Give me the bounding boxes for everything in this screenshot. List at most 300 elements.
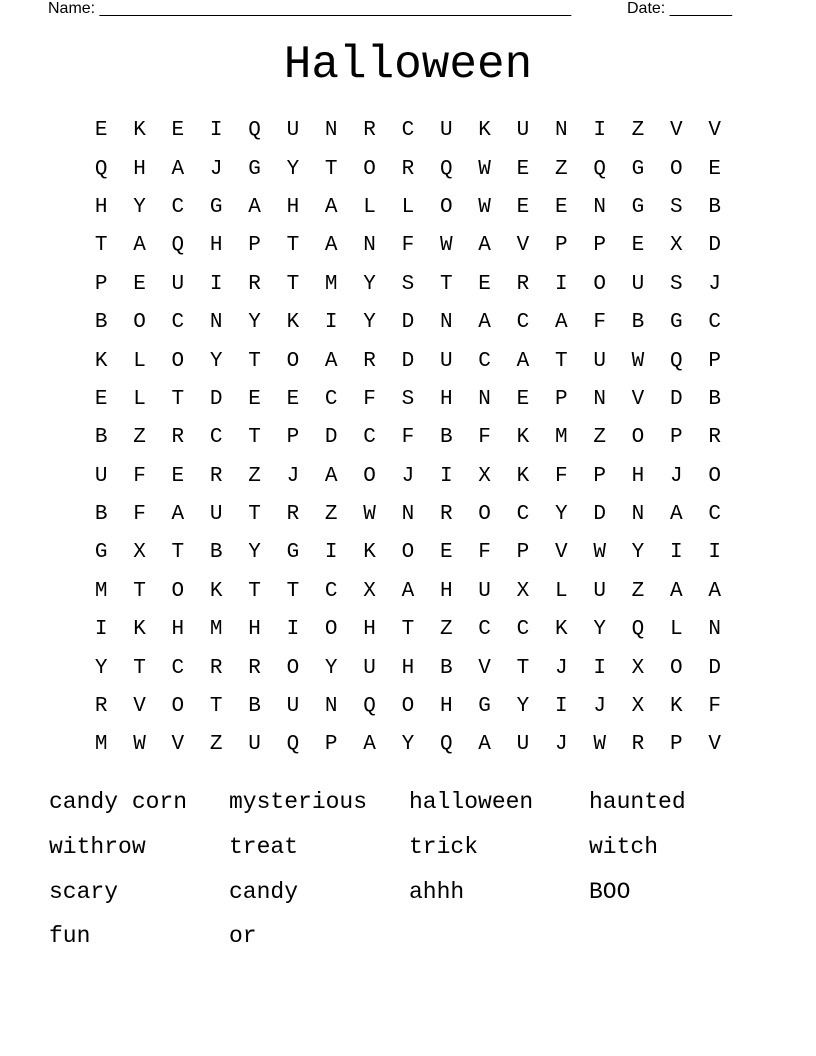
- grid-letter[interactable]: O: [286, 349, 300, 373]
- grid-letter[interactable]: H: [171, 618, 185, 642]
- grid-letter[interactable]: A: [554, 311, 568, 335]
- grid-letter[interactable]: O: [133, 311, 146, 335]
- grid-letter[interactable]: R: [94, 695, 108, 719]
- grid-letter[interactable]: E: [286, 387, 300, 411]
- grid-letter[interactable]: G: [94, 541, 108, 565]
- grid-letter[interactable]: U: [631, 272, 645, 296]
- grid-letter[interactable]: H: [631, 464, 645, 488]
- grid-letter[interactable]: A: [324, 349, 338, 373]
- grid-letter[interactable]: W: [439, 234, 453, 258]
- grid-letter[interactable]: B: [439, 656, 453, 680]
- grid-letter[interactable]: O: [478, 503, 491, 527]
- grid-row: [82, 726, 734, 764]
- grid-letter[interactable]: O: [593, 272, 606, 296]
- grid-letter[interactable]: L: [554, 579, 568, 603]
- grid-letter[interactable]: O: [286, 656, 300, 680]
- grid-letter[interactable]: F: [593, 311, 606, 335]
- grid-letter[interactable]: I: [286, 618, 300, 642]
- grid-letter[interactable]: C: [708, 311, 721, 335]
- grid-letter[interactable]: U: [516, 119, 530, 143]
- grid-letter[interactable]: K: [478, 119, 491, 143]
- grid-letter[interactable]: Z: [631, 579, 645, 603]
- grid-letter[interactable]: R: [363, 349, 376, 373]
- grid-letter[interactable]: T: [209, 695, 223, 719]
- grid-letter[interactable]: F: [478, 541, 491, 565]
- grid-letter[interactable]: Y: [286, 157, 300, 181]
- grid-letter[interactable]: R: [171, 426, 185, 450]
- grid-letter[interactable]: T: [401, 618, 415, 642]
- grid-letter[interactable]: D: [324, 426, 338, 450]
- grid-letter[interactable]: E: [133, 272, 146, 296]
- grid-letter[interactable]: I: [209, 119, 223, 143]
- grid-letter[interactable]: H: [286, 195, 300, 219]
- grid-letter[interactable]: U: [248, 733, 261, 757]
- grid-letter[interactable]: D: [708, 234, 721, 258]
- grid-letter[interactable]: N: [401, 503, 415, 527]
- grid-letter[interactable]: Q: [631, 618, 645, 642]
- grid-letter[interactable]: U: [478, 579, 491, 603]
- grid-row: [82, 189, 734, 227]
- grid-letter[interactable]: X: [363, 579, 376, 603]
- grid-letter[interactable]: P: [554, 387, 568, 411]
- grid-letter[interactable]: A: [248, 195, 261, 219]
- grid-letter[interactable]: K: [94, 349, 108, 373]
- grid-letter[interactable]: Q: [286, 733, 300, 757]
- grid-letter[interactable]: L: [670, 618, 683, 642]
- grid-letter[interactable]: J: [209, 157, 223, 181]
- grid-letter[interactable]: B: [94, 426, 108, 450]
- grid-letter[interactable]: R: [209, 464, 223, 488]
- grid-letter[interactable]: A: [670, 579, 683, 603]
- grid-letter[interactable]: B: [209, 541, 223, 565]
- grid-letter[interactable]: Y: [516, 695, 530, 719]
- grid-letter[interactable]: Q: [248, 119, 261, 143]
- grid-letter[interactable]: G: [670, 311, 683, 335]
- grid-letter[interactable]: L: [133, 387, 146, 411]
- grid-letter[interactable]: Q: [363, 695, 376, 719]
- grid-letter[interactable]: R: [708, 426, 721, 450]
- grid-letter[interactable]: I: [670, 541, 683, 565]
- grid-letter[interactable]: E: [516, 387, 530, 411]
- grid-letter[interactable]: A: [133, 234, 146, 258]
- grid-letter[interactable]: C: [516, 503, 530, 527]
- grid-letter[interactable]: E: [94, 387, 108, 411]
- grid-letter[interactable]: T: [286, 234, 300, 258]
- date-line[interactable]: Date: _______: [627, 0, 732, 17]
- grid-letter[interactable]: C: [209, 426, 223, 450]
- grid-letter[interactable]: V: [478, 656, 491, 680]
- grid-letter[interactable]: L: [133, 349, 146, 373]
- grid-letter[interactable]: P: [248, 234, 261, 258]
- grid-letter[interactable]: K: [133, 119, 146, 143]
- grid-letter[interactable]: Y: [133, 195, 146, 219]
- grid-letter[interactable]: R: [248, 272, 261, 296]
- grid-letter[interactable]: O: [363, 464, 376, 488]
- grid-letter[interactable]: Z: [593, 426, 606, 450]
- grid-letter[interactable]: S: [670, 195, 683, 219]
- grid-letter[interactable]: O: [708, 464, 721, 488]
- grid-letter[interactable]: J: [401, 464, 415, 488]
- grid-letter[interactable]: D: [401, 349, 415, 373]
- grid-letter[interactable]: R: [401, 157, 415, 181]
- grid-letter[interactable]: E: [516, 195, 530, 219]
- grid-letter[interactable]: T: [439, 272, 453, 296]
- grid-letter[interactable]: W: [133, 733, 146, 757]
- grid-letter[interactable]: N: [554, 119, 568, 143]
- grid-letter[interactable]: A: [708, 579, 721, 603]
- grid-letter[interactable]: C: [324, 387, 338, 411]
- grid-letter[interactable]: Y: [631, 541, 645, 565]
- grid-letter[interactable]: Q: [439, 157, 453, 181]
- grid-letter[interactable]: A: [516, 349, 530, 373]
- grid-letter[interactable]: X: [670, 234, 683, 258]
- grid-letter[interactable]: R: [286, 503, 300, 527]
- grid-letter[interactable]: P: [286, 426, 300, 450]
- grid-letter[interactable]: Q: [670, 349, 683, 373]
- grid-letter[interactable]: M: [94, 579, 108, 603]
- grid-letter[interactable]: O: [171, 349, 185, 373]
- grid-letter[interactable]: G: [631, 195, 645, 219]
- grid-row: [82, 419, 734, 457]
- grid-letter[interactable]: T: [171, 541, 185, 565]
- grid-letter[interactable]: N: [478, 387, 491, 411]
- grid-letter[interactable]: T: [554, 349, 568, 373]
- grid-letter[interactable]: A: [171, 503, 185, 527]
- grid-letter[interactable]: P: [670, 426, 683, 450]
- grid-letter[interactable]: M: [94, 733, 108, 757]
- grid-letter[interactable]: B: [248, 695, 261, 719]
- grid-letter[interactable]: T: [248, 349, 261, 373]
- grid-letter[interactable]: X: [631, 695, 645, 719]
- grid-letter[interactable]: P: [554, 234, 568, 258]
- grid-letter[interactable]: E: [516, 157, 530, 181]
- grid-letter[interactable]: L: [401, 195, 415, 219]
- grid-letter[interactable]: J: [554, 656, 568, 680]
- grid-letter[interactable]: C: [708, 503, 721, 527]
- word-bank-item: or: [229, 923, 257, 950]
- word-bank-item: ahhh: [409, 878, 465, 905]
- grid-letter[interactable]: E: [94, 119, 108, 143]
- grid-letter[interactable]: E: [554, 195, 568, 219]
- grid-letter[interactable]: F: [708, 695, 721, 719]
- grid-letter[interactable]: Y: [363, 272, 376, 296]
- grid-letter[interactable]: Y: [554, 503, 568, 527]
- grid-letter[interactable]: U: [439, 349, 453, 373]
- grid-letter[interactable]: R: [439, 503, 453, 527]
- grid-letter[interactable]: B: [94, 311, 108, 335]
- grid-letter[interactable]: B: [94, 503, 108, 527]
- grid-letter[interactable]: P: [94, 272, 108, 296]
- grid-letter[interactable]: U: [94, 464, 108, 488]
- grid-letter[interactable]: Z: [631, 119, 645, 143]
- grid-letter[interactable]: H: [363, 618, 376, 642]
- grid-letter[interactable]: G: [478, 695, 491, 719]
- grid-letter[interactable]: A: [401, 579, 415, 603]
- grid-letter[interactable]: I: [209, 272, 223, 296]
- grid-letter[interactable]: C: [516, 618, 530, 642]
- grid-letter[interactable]: G: [209, 195, 223, 219]
- grid-letter[interactable]: E: [631, 234, 645, 258]
- grid-letter[interactable]: U: [171, 272, 185, 296]
- grid-letter[interactable]: F: [401, 426, 415, 450]
- grid-letter[interactable]: X: [133, 541, 146, 565]
- grid-letter[interactable]: V: [708, 119, 721, 143]
- grid-letter[interactable]: I: [593, 656, 606, 680]
- grid-letter[interactable]: K: [670, 695, 683, 719]
- grid-letter[interactable]: U: [286, 119, 300, 143]
- grid-letter[interactable]: V: [708, 733, 721, 757]
- grid-letter[interactable]: N: [593, 195, 606, 219]
- grid-letter[interactable]: C: [516, 311, 530, 335]
- grid-letter[interactable]: C: [401, 119, 415, 143]
- grid-letter[interactable]: M: [209, 618, 223, 642]
- grid-letter[interactable]: D: [401, 311, 415, 335]
- grid-letter[interactable]: K: [516, 426, 530, 450]
- grid-letter[interactable]: Z: [439, 618, 453, 642]
- grid-letter[interactable]: A: [478, 234, 491, 258]
- grid-letter[interactable]: C: [324, 579, 338, 603]
- grid-letter[interactable]: U: [439, 119, 453, 143]
- grid-letter[interactable]: T: [516, 656, 530, 680]
- grid-letter[interactable]: E: [708, 157, 721, 181]
- grid-letter[interactable]: O: [171, 695, 185, 719]
- grid-letter[interactable]: N: [324, 119, 338, 143]
- grid-letter[interactable]: Z: [133, 426, 146, 450]
- grid-letter[interactable]: T: [133, 579, 146, 603]
- grid-letter[interactable]: Y: [248, 311, 261, 335]
- grid-letter[interactable]: A: [324, 234, 338, 258]
- grid-letter[interactable]: V: [516, 234, 530, 258]
- grid-letter[interactable]: K: [516, 464, 530, 488]
- grid-letter[interactable]: J: [554, 733, 568, 757]
- grid-letter[interactable]: R: [631, 733, 645, 757]
- grid-letter[interactable]: W: [631, 349, 645, 373]
- grid-letter[interactable]: Z: [324, 503, 338, 527]
- grid-letter[interactable]: N: [324, 695, 338, 719]
- grid-letter[interactable]: N: [209, 311, 223, 335]
- grid-letter[interactable]: B: [631, 311, 645, 335]
- grid-letter[interactable]: I: [94, 618, 108, 642]
- grid-letter[interactable]: C: [478, 618, 491, 642]
- grid-row: [82, 227, 734, 265]
- grid-letter[interactable]: U: [593, 579, 606, 603]
- grid-letter[interactable]: H: [133, 157, 146, 181]
- grid-letter[interactable]: P: [708, 349, 721, 373]
- grid-letter[interactable]: K: [209, 579, 223, 603]
- grid-letter[interactable]: O: [670, 157, 683, 181]
- grid-letter[interactable]: X: [631, 656, 645, 680]
- grid-letter[interactable]: N: [439, 311, 453, 335]
- grid-letter[interactable]: Y: [324, 656, 338, 680]
- grid-letter[interactable]: T: [133, 656, 146, 680]
- grid-letter[interactable]: O: [670, 656, 683, 680]
- grid-letter[interactable]: W: [478, 157, 491, 181]
- grid-letter[interactable]: F: [401, 234, 415, 258]
- grid-letter[interactable]: Y: [363, 311, 376, 335]
- grid-letter[interactable]: G: [248, 157, 261, 181]
- grid-letter[interactable]: Y: [593, 618, 606, 642]
- grid-letter[interactable]: N: [708, 618, 721, 642]
- grid-letter[interactable]: C: [171, 195, 185, 219]
- grid-letter[interactable]: F: [363, 387, 376, 411]
- grid-letter[interactable]: T: [286, 272, 300, 296]
- grid-letter[interactable]: O: [363, 157, 376, 181]
- grid-letter[interactable]: F: [554, 464, 568, 488]
- grid-letter[interactable]: Q: [593, 157, 606, 181]
- grid-letter[interactable]: N: [593, 387, 606, 411]
- grid-letter[interactable]: K: [286, 311, 300, 335]
- grid-letter[interactable]: U: [516, 733, 530, 757]
- grid-letter[interactable]: A: [670, 503, 683, 527]
- grid-letter[interactable]: E: [439, 541, 453, 565]
- grid-letter[interactable]: H: [439, 387, 453, 411]
- grid-letter[interactable]: S: [401, 387, 415, 411]
- grid-letter[interactable]: E: [171, 464, 185, 488]
- grid-letter[interactable]: Z: [554, 157, 568, 181]
- grid-letter[interactable]: I: [324, 311, 338, 335]
- grid-letter[interactable]: D: [209, 387, 223, 411]
- grid-letter[interactable]: Y: [209, 349, 223, 373]
- grid-letter[interactable]: C: [171, 311, 185, 335]
- grid-letter[interactable]: H: [209, 234, 223, 258]
- grid-letter[interactable]: T: [324, 157, 338, 181]
- grid-letter[interactable]: Y: [401, 733, 415, 757]
- grid-letter[interactable]: E: [478, 272, 491, 296]
- grid-letter[interactable]: E: [248, 387, 261, 411]
- grid-letter[interactable]: A: [171, 157, 185, 181]
- grid-letter[interactable]: O: [631, 426, 645, 450]
- grid-letter[interactable]: A: [478, 311, 491, 335]
- grid-letter[interactable]: R: [516, 272, 530, 296]
- grid-letter[interactable]: S: [670, 272, 683, 296]
- grid-letter[interactable]: B: [439, 426, 453, 450]
- grid-letter[interactable]: M: [324, 272, 338, 296]
- grid-letter[interactable]: I: [593, 119, 606, 143]
- grid-letter[interactable]: U: [593, 349, 606, 373]
- grid-letter[interactable]: T: [94, 234, 108, 258]
- grid-letter[interactable]: O: [401, 541, 415, 565]
- grid-letter[interactable]: W: [478, 195, 491, 219]
- grid-letter[interactable]: N: [631, 503, 645, 527]
- grid-letter[interactable]: I: [439, 464, 453, 488]
- grid-letter[interactable]: P: [324, 733, 338, 757]
- grid-letter[interactable]: G: [286, 541, 300, 565]
- grid-letter[interactable]: I: [554, 272, 568, 296]
- grid-row: [82, 573, 734, 611]
- grid-letter[interactable]: A: [324, 195, 338, 219]
- grid-letter[interactable]: Q: [171, 234, 185, 258]
- grid-letter[interactable]: F: [133, 464, 146, 488]
- grid-letter[interactable]: R: [248, 656, 261, 680]
- grid-letter[interactable]: T: [248, 503, 261, 527]
- grid-letter[interactable]: K: [554, 618, 568, 642]
- grid-letter[interactable]: T: [286, 579, 300, 603]
- grid-letter[interactable]: Q: [94, 157, 108, 181]
- grid-letter[interactable]: X: [516, 579, 530, 603]
- grid-letter[interactable]: X: [478, 464, 491, 488]
- grid-letter[interactable]: Z: [209, 733, 223, 757]
- grid-letter[interactable]: E: [171, 119, 185, 143]
- grid-letter[interactable]: H: [401, 656, 415, 680]
- grid-letter[interactable]: Z: [248, 464, 261, 488]
- grid-letter[interactable]: C: [363, 426, 376, 450]
- grid-letter[interactable]: S: [401, 272, 415, 296]
- grid-letter[interactable]: Y: [248, 541, 261, 565]
- grid-letter[interactable]: R: [209, 656, 223, 680]
- grid-letter[interactable]: F: [133, 503, 146, 527]
- grid-letter[interactable]: V: [554, 541, 568, 565]
- grid-letter[interactable]: T: [171, 387, 185, 411]
- grid-letter[interactable]: J: [593, 695, 606, 719]
- grid-letter[interactable]: L: [363, 195, 376, 219]
- word-bank-item: halloween: [409, 789, 534, 816]
- grid-letter[interactable]: P: [593, 464, 606, 488]
- grid-letter[interactable]: D: [670, 387, 683, 411]
- grid-letter[interactable]: O: [324, 618, 338, 642]
- grid-letter[interactable]: U: [286, 695, 300, 719]
- grid-letter[interactable]: B: [708, 387, 721, 411]
- grid-letter[interactable]: W: [593, 733, 606, 757]
- grid-letter[interactable]: O: [401, 695, 415, 719]
- grid-letter[interactable]: H: [439, 695, 453, 719]
- grid-letter[interactable]: C: [478, 349, 491, 373]
- name-line[interactable]: Name: _____________________________________________________: [48, 0, 572, 17]
- grid-letter[interactable]: P: [670, 733, 683, 757]
- grid-letter[interactable]: T: [248, 579, 261, 603]
- grid-letter[interactable]: K: [363, 541, 376, 565]
- grid-letter[interactable]: G: [631, 157, 645, 181]
- grid-letter[interactable]: J: [286, 464, 300, 488]
- grid-letter[interactable]: I: [708, 541, 721, 565]
- grid-letter[interactable]: U: [209, 503, 223, 527]
- grid-letter[interactable]: M: [554, 426, 568, 450]
- grid-letter[interactable]: V: [171, 733, 185, 757]
- grid-letter[interactable]: V: [670, 119, 683, 143]
- grid-letter[interactable]: P: [516, 541, 530, 565]
- grid-letter[interactable]: Y: [94, 656, 108, 680]
- grid-letter[interactable]: W: [593, 541, 606, 565]
- grid-letter[interactable]: T: [248, 426, 261, 450]
- grid-letter[interactable]: H: [94, 195, 108, 219]
- grid-letter[interactable]: V: [133, 695, 146, 719]
- grid-letter[interactable]: I: [324, 541, 338, 565]
- grid-row: [82, 496, 734, 534]
- grid-letter[interactable]: A: [363, 733, 376, 757]
- grid-letter[interactable]: I: [554, 695, 568, 719]
- grid-letter[interactable]: F: [478, 426, 491, 450]
- grid-letter[interactable]: O: [439, 195, 453, 219]
- grid-letter[interactable]: W: [363, 503, 376, 527]
- grid-letter[interactable]: H: [439, 579, 453, 603]
- grid-letter[interactable]: R: [363, 119, 376, 143]
- grid-letter[interactable]: B: [708, 195, 721, 219]
- grid-letter[interactable]: J: [708, 272, 721, 296]
- grid-letter[interactable]: D: [708, 656, 721, 680]
- grid-letter[interactable]: V: [631, 387, 645, 411]
- grid-letter[interactable]: A: [324, 464, 338, 488]
- grid-letter[interactable]: A: [478, 733, 491, 757]
- grid-letter[interactable]: P: [593, 234, 606, 258]
- grid-letter[interactable]: D: [593, 503, 606, 527]
- grid-letter[interactable]: K: [133, 618, 146, 642]
- grid-letter[interactable]: U: [363, 656, 376, 680]
- grid-letter[interactable]: C: [171, 656, 185, 680]
- grid-letter[interactable]: J: [670, 464, 683, 488]
- grid-letter[interactable]: H: [248, 618, 261, 642]
- grid-letter[interactable]: O: [171, 579, 185, 603]
- grid-letter[interactable]: Q: [439, 733, 453, 757]
- grid-letter[interactable]: N: [363, 234, 376, 258]
